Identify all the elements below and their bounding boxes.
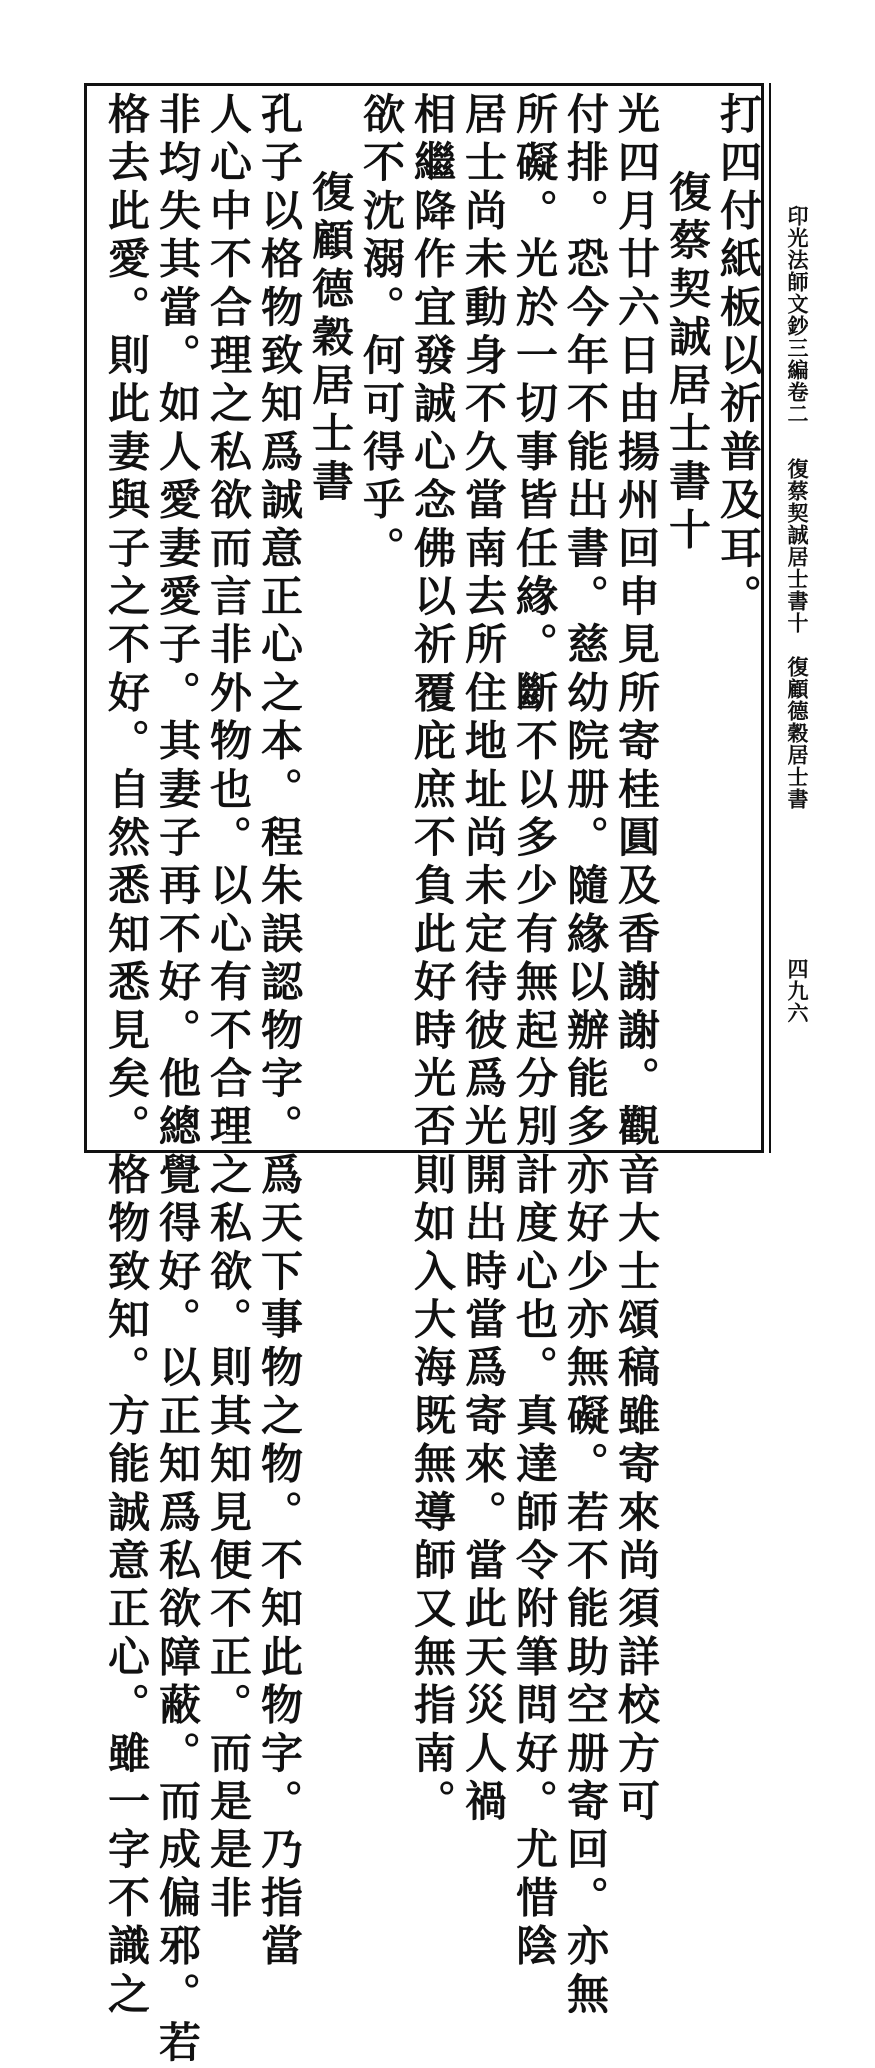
text-column-12: 非均失其當。如人愛妻愛子。其妻子再不好。他總覺得好。以正知爲私欲障蔽。而成偏邪。若 (153, 92, 202, 2068)
text-column-5: 所礙。光於一切事皆任緣。斷不以多少有無起分別計度心也。真達師令附筆問好。尤惜陰 (510, 92, 559, 1972)
text-column-3: 光四月廿六日由揚州回申見所寄桂圓及香謝謝。觀音大士頌稿雖寄來尚須詳校方可 (612, 92, 661, 1828)
text-column-8: 欲不沈溺。何可得乎。 (357, 92, 406, 574)
text-column-11: 人心中不合理之私欲而言非外物也。以心有不合理之私欲。則其知見便不正。而是是非 (204, 92, 253, 1924)
section-title: 復蔡契誠居士書十 復顧德穀居士書 (785, 458, 810, 810)
letter-heading-cai: 復蔡契誠居士書十 (663, 170, 712, 556)
book-title: 印光法師文鈔三編卷二 (785, 205, 810, 425)
header-divider (769, 83, 771, 1153)
letter-heading-gu: 復顧德穀居士書 (306, 170, 355, 508)
text-column-13: 格去此愛。則此妻與子之不好。自然悉知悉見矣。格物致知。方能誠意正心。雖一字不識之 (102, 92, 151, 2020)
text-column-10: 孔子以格物致知爲誠意正心之本。程朱誤認物字。爲天下事物之物。不知此物字。乃指當 (255, 92, 304, 1972)
text-column-6: 居士尚未動身不久當南去所住地址尚未定待彼爲光開出時當爲寄來。當此天災人禍 (459, 92, 508, 1828)
text-column-4: 付排。恐今年不能出書。慈幼院册。隨緣以辦能多亦好少亦無礙。若不能助空册寄回。亦無 (561, 92, 610, 2020)
text-column-1: 打四付紙板以祈普及耳。 (714, 92, 763, 623)
text-column-7: 相繼降作宜發誠心念佛以祈覆庇庶不負此好時光否則如入大海既無導師又無指南。 (408, 92, 457, 1828)
page-number: 四九六 (785, 958, 810, 1024)
